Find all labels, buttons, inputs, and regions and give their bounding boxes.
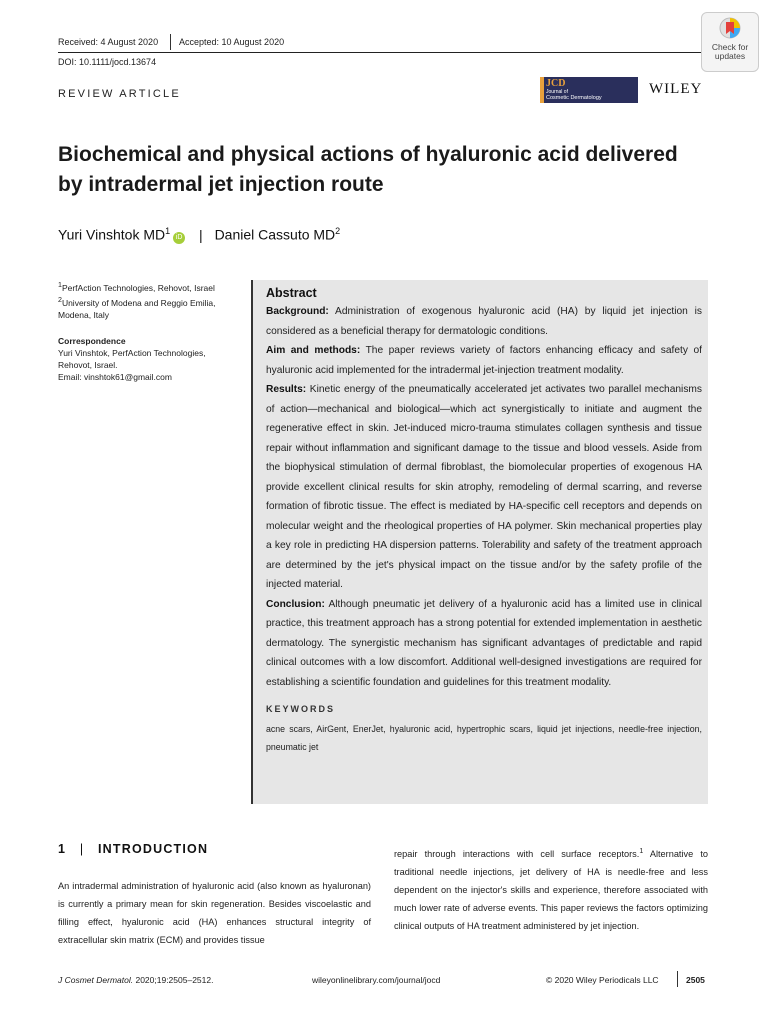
intro-left-column: An intradermal administration of hyaluronic acid (also known as hyaluronan) is currently a primary mean for skin regeneration. Besides viscoelastic and filling effect, hyaluronic acid (HA) enhances structural integrity of extracellular skin matrix (ECM) and provides tissue: [58, 881, 371, 945]
publisher-logo: WILEY: [649, 81, 703, 97]
correspondence-heading: Correspondence: [58, 336, 126, 346]
abstract-aim-methods: Aim and methods: The paper reviews variety of factors enhancing efficacy and safety of hyaluronic acid implemented for the intradermal jet-injection treatment modality.: [266, 345, 702, 376]
orcid-icon[interactable]: iD: [173, 232, 185, 244]
journal-logo-accent: [540, 77, 544, 103]
author-list: [58, 226, 340, 244]
abstract-rule: [251, 280, 253, 804]
intro-right-column: repair through interactions with cell surface receptors.$^1$ Alternative to traditional needle injections, jet delivery of HA is needle-free and less dependent on the injector's skills and experience, therefore associated with much lower rate of adverse events. This paper reviews the factors optimizing clinical outputs of HA treatment administered by jet injection.: [394, 848, 708, 932]
abstract-heading: Abstract: [266, 286, 317, 300]
header-rule: [58, 52, 708, 53]
header-divider: [170, 34, 171, 50]
abstract-conclusion: Conclusion: Although pneumatic jet delivery of a hyaluronic acid has a limited use in clinical practice, this treatment approach has a strong potential for extended implementation in aesthetic dermatology. The synergistic mechanism has significant advantages of predictable and rapid clinical outcomes with a low discomfort. Additional well-designed investigations are required for establishing a scientific foundation and guidelines for this treatment modality.: [266, 598, 702, 688]
bookmark-icon: [719, 17, 741, 41]
received-date: Received: 4 August 2020: [58, 37, 159, 47]
journal-logo-abbrev: JCD: [546, 78, 566, 89]
article-title: Biochemical and physical actions of hyaluronic acid delivered by intradermal jet injection route: [58, 143, 678, 196]
journal-logo-line2: Cosmetic Dermatology: [546, 95, 602, 101]
correspondence-address: Yuri Vinshtok, PerfAction Technologies, Rehovot, Israel.: [58, 348, 206, 370]
journal-logo: [540, 77, 638, 103]
check-updates-line2: updates: [714, 51, 746, 61]
footer-divider: [677, 971, 678, 987]
doi[interactable]: DOI: 10.1111/jocd.13674: [58, 57, 157, 67]
check-for-updates-button[interactable]: [701, 12, 759, 72]
keywords: acne scars, AirGent, EnerJet, hyaluronic acid, hypertrophic scars, liquid jet injections, needle-free injection, pneumatic jet: [266, 723, 702, 752]
affiliation: $^1$PerfAction Technologies, Rehovot, Israel: [58, 281, 215, 293]
footer-url[interactable]: wileyonlinelibrary.com/journal/jocd: [312, 975, 441, 985]
author-name: Daniel Cassuto MD: [214, 226, 336, 243]
correspondence-email[interactable]: Email: vinshtok61@gmail.com: [58, 372, 172, 382]
abstract-background: Background: Administration of exogenous hyaluronic acid (HA) by liquid jet injection is considered as a beneficial therapy for dermatologic conditions.: [266, 306, 702, 337]
abstract: [266, 284, 702, 756]
check-updates-line1: Check for: [711, 42, 749, 52]
page-number: 2505: [686, 975, 705, 985]
keywords-heading: KEYWORDS: [266, 704, 336, 714]
footer-copyright: © 2020 Wiley Periodicals LLC: [546, 975, 659, 985]
affiliation: $^2$University of Modena and Reggio Emilia, Modena, Italy: [58, 296, 216, 320]
author-affil-sup: 1: [165, 226, 171, 236]
author-affil-sup: 2: [335, 226, 341, 236]
journal-logo-line1: Journal of: [546, 89, 568, 95]
section-heading-introduction: 1 | INTRODUCTION: [58, 842, 209, 856]
abstract-results: Results: Kinetic energy of the pneumatically accelerated jet activates two parallel mechanisms of action—mechanical and biological—which act synergistically to initiate and augment the regenerative effect in skin. Jet-induced micro-trauma stimulates collagen synthesis and tissue repair without inflammation and significant damage to the tissue and blood vessels. Aside from the biophysical stimulation of dermal fibroblast, the biomolecular properties of exogenous HA provide excellent clinical results for skin atrophy, remodeling of dermal scarring, and reverse formation of fibrotic tissue. The effect is mediated by HA-specific cell receptors and depends on molecular weight and the rheological properties of HA polymer. Skin mechanical properties play a key role in predicting HA dispersion patterns. Tolerability and safety of the treatment approach are determined by the jet's physical impact on the tissue and/or by the safety profile of the injected material.: [266, 384, 702, 590]
author-name: Yuri Vinshtok MD: [58, 226, 166, 243]
correspondence: [58, 335, 238, 383]
accepted-date: Accepted: 10 August 2020: [179, 37, 285, 47]
article-type: REVIEW ARTICLE: [58, 88, 181, 100]
author-separator: |: [199, 226, 203, 243]
footer-citation: J Cosmet Dermatol. 2020;19:2505–2512.: [58, 975, 214, 985]
